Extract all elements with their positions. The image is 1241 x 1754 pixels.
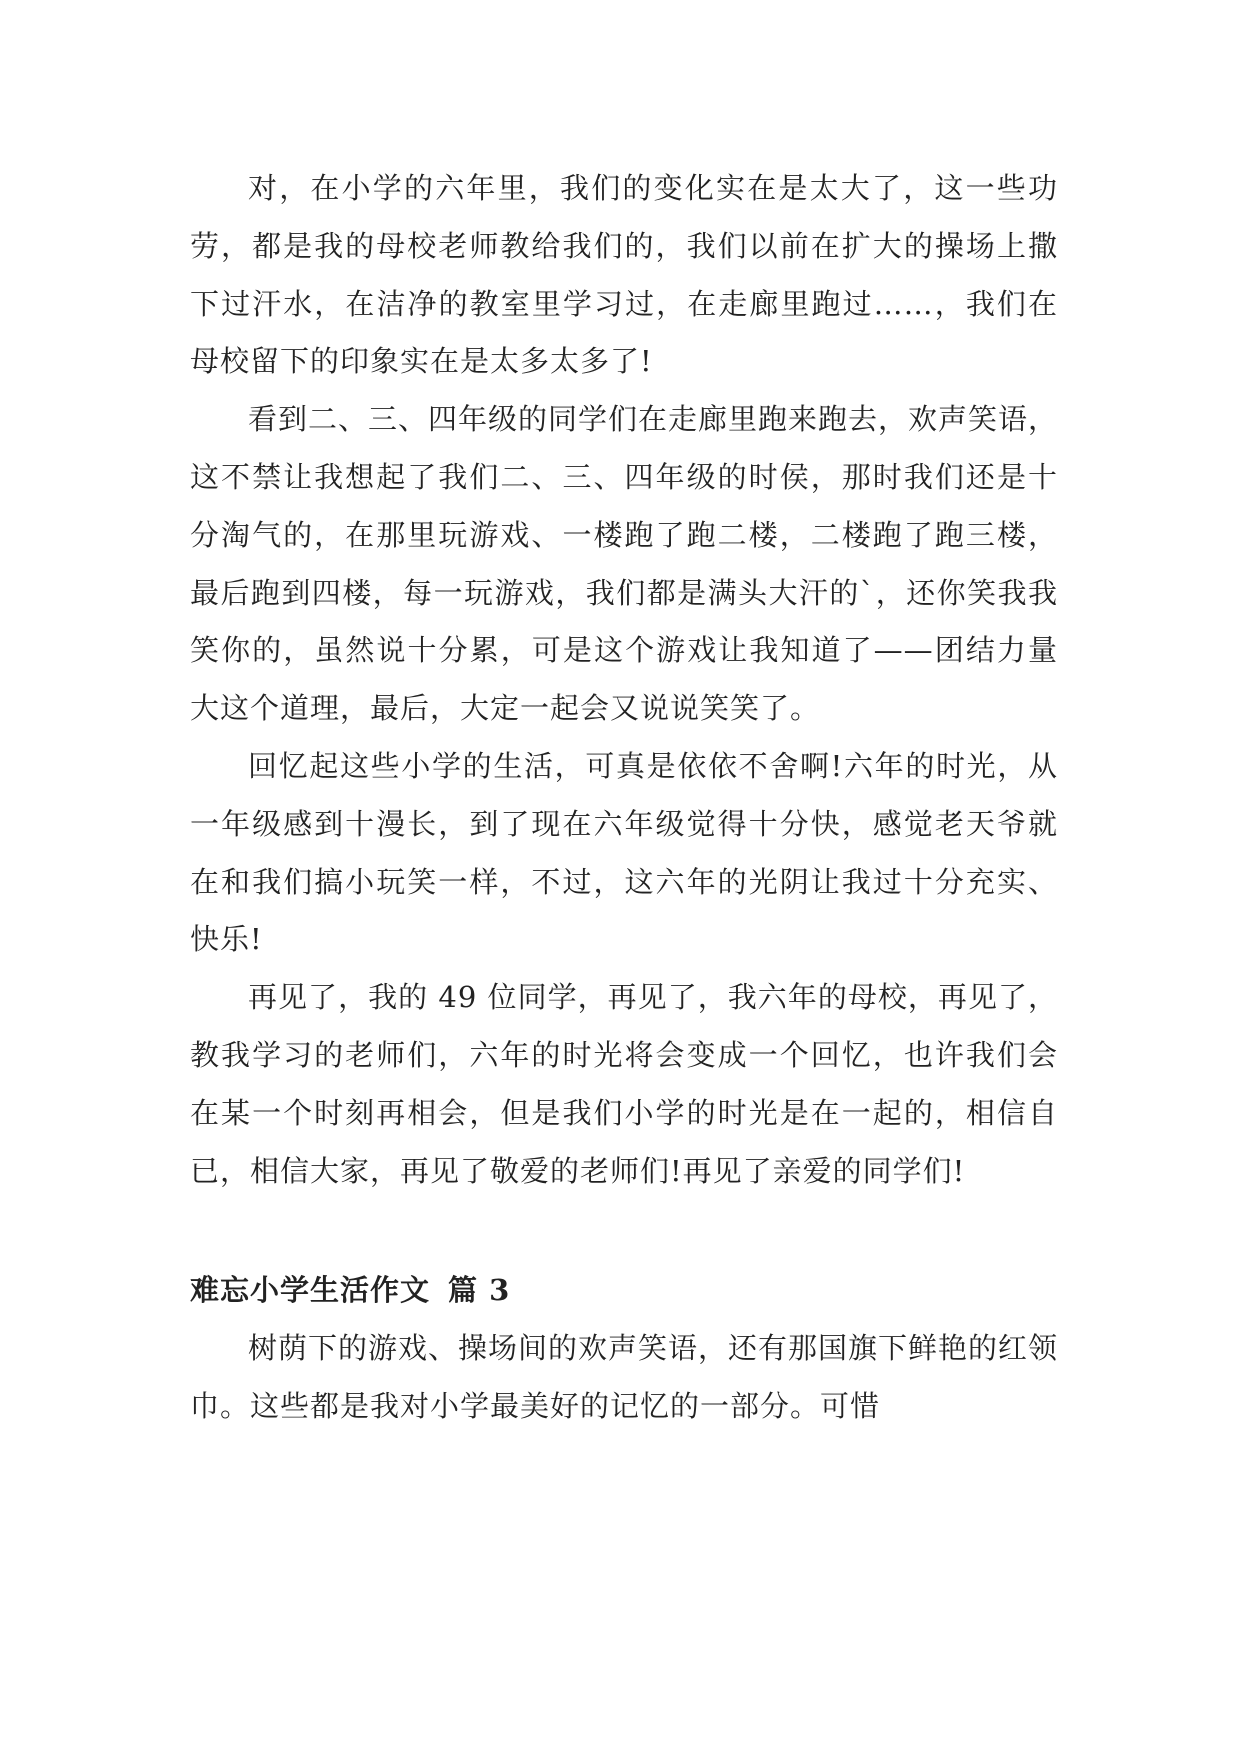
section-heading-title: 难忘小学生活作文 bbox=[190, 1273, 431, 1308]
paragraph-1: 对，在小学的六年里，我们的变化实在是太大了，这一些功劳，都是我的母校老师教给我们的，我们以前在扩大的操场上撒下过汗水，在洁净的教室里学习过，在走廊里跑过……，我们在母校留下的印象实在是太多太多了! bbox=[190, 171, 1058, 379]
paragraph-4: 再见了，我的 49 位同学，再见了，我六年的母校，再见了，教我学习的老师们，六年的时光将会变成一个回忆，也许我们会在某一个时刻再相会，但是我们小学的时光是在一起的，相信自已，相信大家，再见了敬爱的老师们!再见了亲爱的同学们! bbox=[190, 980, 1058, 1188]
section-heading-number: 篇 3 bbox=[448, 1273, 511, 1308]
document-body bbox=[190, 160, 1058, 1436]
section-heading bbox=[190, 1262, 1058, 1320]
paragraph-3: 回忆起这些小学的生活，可真是依依不舍啊!六年的时光，从一年级感到十漫长，到了现在六年级觉得十分快，感觉老天爷就在和我们搞小玩笑一样，不过，这六年的光阴让我过十分充实、快乐! bbox=[190, 748, 1058, 957]
section-paragraph-1: 树荫下的游戏、操场间的欢声笑语，还有那国旗下鲜艳的红领巾。这些都是我对小学最美好的记忆的一部分。可惜 bbox=[190, 1331, 1059, 1423]
paragraph-2: 看到二、三、四年级的同学们在走廊里跑来跑去，欢声笑语，这不禁让我想起了我们二、三、四年级的时侯，那时我们还是十分淘气的，在那里玩游戏、一楼跑了跑二楼，二楼跑了跑三楼，最后跑到四楼，每一玩游戏，我们都是满头大汗的`，还你笑我我笑你的，虽然说十分累，可是这个游戏让我知道了——团结力量大这个道理，最后，大定一起会又说说笑笑了。 bbox=[190, 402, 1059, 726]
